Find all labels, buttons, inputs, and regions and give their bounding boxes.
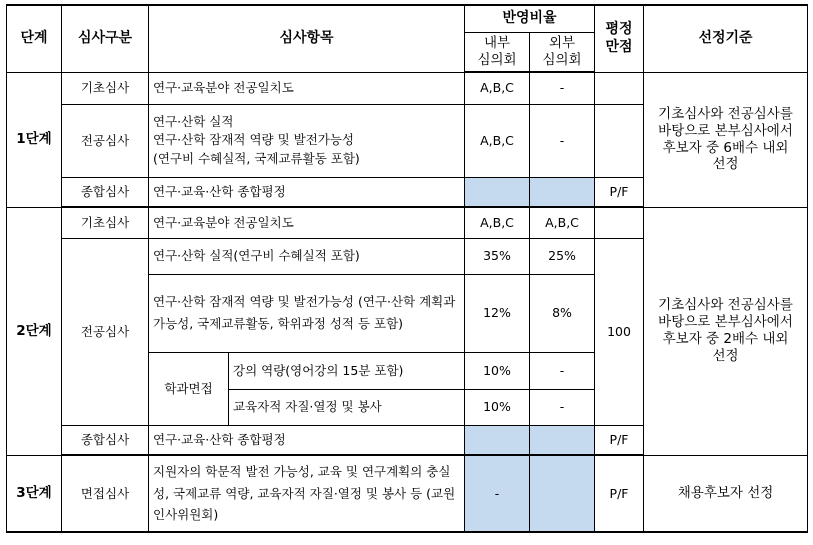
stage1-score-empty-2	[595, 104, 644, 177]
stage2-item-major-2: 연구·산학 잠재적 역량 및 발전가능성 (연구·산학 계획과 가능성, 국제교류활동, 학위과정 성적 등 포함)	[149, 274, 465, 352]
stage3-criteria: 채용후보자 선정	[644, 455, 808, 532]
header-category: 심사구분	[62, 5, 149, 72]
stage2-criteria: 기초심사와 전공심사를 바탕으로 본부심사에서 후보자 중 2배수 내외 선정	[644, 207, 808, 455]
stage3-category: 면접심사	[62, 455, 149, 532]
stage2-category-total: 종합심사	[62, 425, 149, 455]
stage1-item-total: 연구·교육·산학 종합평정	[149, 177, 465, 207]
stage2-internal-basic: A,B,C	[465, 207, 530, 238]
header-stage: 단계	[7, 5, 62, 72]
header-items: 심사항목	[149, 5, 465, 72]
stage2-external-dept-2: -	[530, 389, 595, 425]
stage2-item-basic: 연구·교육분야 전공일치도	[149, 207, 465, 238]
header-external: 외부 심의회	[530, 32, 595, 72]
stage2-item-dept-2: 교육자적 자질·열정 및 봉사	[229, 389, 465, 425]
stage1-external-major: -	[530, 104, 595, 177]
stage2-external-major-1: 25%	[530, 238, 595, 274]
stage1-category-total: 종합심사	[62, 177, 149, 207]
stage2-internal-major-1: 35%	[465, 238, 530, 274]
stage1-score-empty-1	[595, 72, 644, 104]
stage3-label: 3단계	[7, 455, 62, 532]
stage2-internal-dept-2: 10%	[465, 389, 530, 425]
stage3-external	[530, 455, 595, 532]
stage2-label: 2단계	[7, 207, 62, 455]
stage2-dept-interview: 학과면접	[149, 352, 229, 425]
stage2-item-dept-1: 강의 역량(영어강의 15분 포함)	[229, 352, 465, 389]
stage1-internal-major: A,B,C	[465, 104, 530, 177]
evaluation-table	[6, 4, 808, 533]
stage1-internal-basic: A,B,C	[465, 72, 530, 104]
stage1-item-basic: 연구·교육분야 전공일치도	[149, 72, 465, 104]
header-internal: 내부 심의회	[465, 32, 530, 72]
stage2-score: 100	[595, 238, 644, 425]
stage2-internal-total	[465, 425, 530, 455]
stage2-score-empty	[595, 207, 644, 238]
stage3-internal: -	[465, 455, 530, 532]
header-criteria: 선정기준	[644, 5, 808, 72]
stage2-category-basic: 기초심사	[62, 207, 149, 238]
header-ratio: 반영비율	[465, 5, 595, 32]
stage2-external-basic: A,B,C	[530, 207, 595, 238]
stage1-external-basic: -	[530, 72, 595, 104]
stage1-external-total	[530, 177, 595, 207]
stage1-internal-total	[465, 177, 530, 207]
stage2-category-major: 전공심사	[62, 238, 149, 425]
stage2-internal-dept-1: 10%	[465, 352, 530, 389]
stage1-label: 1단계	[7, 72, 62, 207]
stage2-item-major-1: 연구·산학 실적(연구비 수혜실적 포함)	[149, 238, 465, 274]
stage3-score: P/F	[595, 455, 644, 532]
stage2-external-dept-1: -	[530, 352, 595, 389]
stage1-score-total: P/F	[595, 177, 644, 207]
stage2-external-major-2: 8%	[530, 274, 595, 352]
header-score: 평정 만점	[595, 5, 644, 72]
stage2-external-total	[530, 425, 595, 455]
stage1-criteria: 기초심사와 전공심사를 바탕으로 본부심사에서 후보자 중 6배수 내외 선정	[644, 72, 808, 207]
stage3-item: 지원자의 학문적 발전 가능성, 교육 및 연구계획의 충실성, 국제교류 역량, 교육자적 자질·열정 및 봉사 등 (교원인사위원회)	[149, 455, 465, 532]
stage2-score-total: P/F	[595, 425, 644, 455]
stage1-category-basic: 기초심사	[62, 72, 149, 104]
stage1-category-major: 전공심사	[62, 104, 149, 177]
stage2-item-total: 연구·교육·산학 종합평정	[149, 425, 465, 455]
stage1-item-major: 연구·산학 실적 연구·산학 잠재적 역량 및 발전가능성 (연구비 수혜실적, 국제교류활동 포함)	[149, 104, 465, 177]
stage2-internal-major-2: 12%	[465, 274, 530, 352]
